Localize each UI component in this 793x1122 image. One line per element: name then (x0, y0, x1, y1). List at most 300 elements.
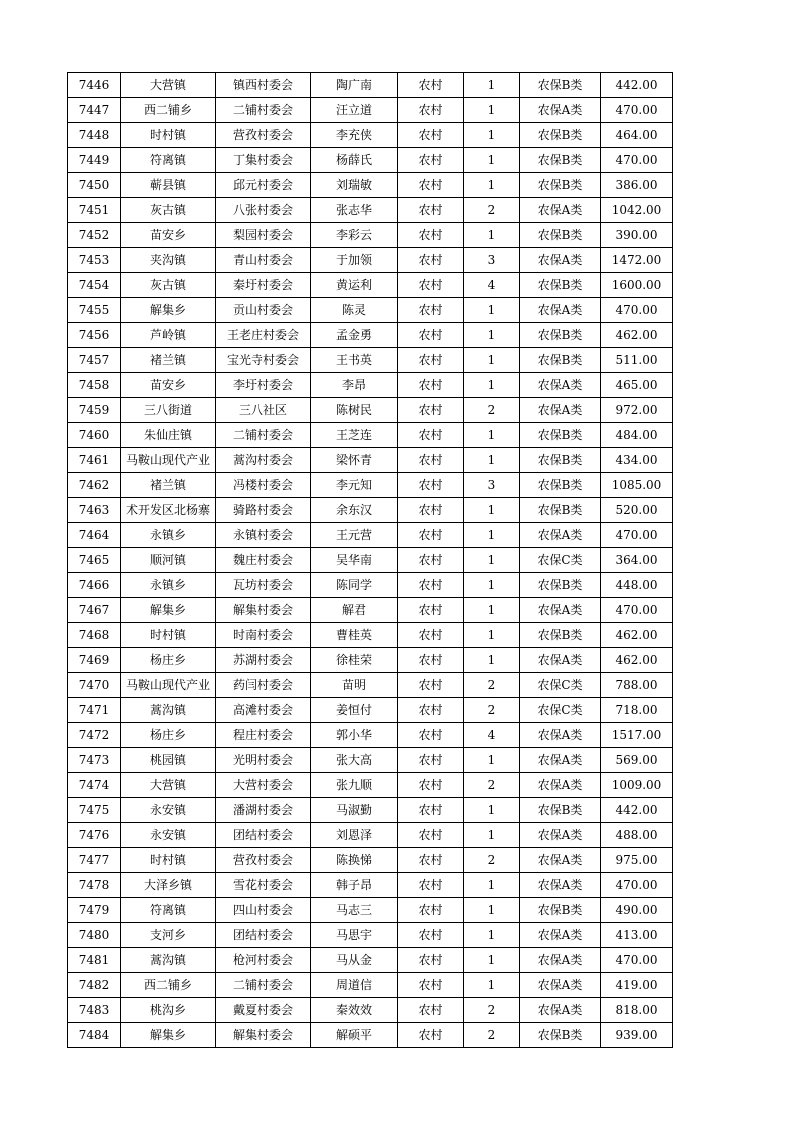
household-count-cell: 1 (464, 223, 520, 248)
village-committee-cell: 李圩村委会 (216, 373, 311, 398)
area-type-cell: 农村 (398, 223, 464, 248)
village-committee-cell: 八张村委会 (216, 198, 311, 223)
table-row (68, 973, 673, 998)
person-name-cell: 陈换悌 (311, 848, 398, 873)
row-number-cell: 7461 (68, 448, 121, 473)
insurance-category-cell: 农保A类 (520, 373, 601, 398)
area-type-cell: 农村 (398, 348, 464, 373)
town-cell: 大营镇 (121, 73, 216, 98)
amount-cell: 718.00 (601, 698, 673, 723)
town-cell: 蒿沟镇 (121, 948, 216, 973)
village-committee-cell: 宝光寺村委会 (216, 348, 311, 373)
row-number-cell: 7480 (68, 923, 121, 948)
table-row (68, 373, 673, 398)
village-committee-cell: 枪河村委会 (216, 948, 311, 973)
household-count-cell: 3 (464, 473, 520, 498)
person-name-cell: 马志三 (311, 898, 398, 923)
town-cell: 苗安乡 (121, 373, 216, 398)
town-cell: 夹沟镇 (121, 248, 216, 273)
person-name-cell: 李昂 (311, 373, 398, 398)
amount-cell: 569.00 (601, 748, 673, 773)
amount-cell: 1085.00 (601, 473, 673, 498)
row-number-cell: 7466 (68, 573, 121, 598)
town-cell: 蒿沟镇 (121, 698, 216, 723)
village-committee-cell: 二铺村委会 (216, 973, 311, 998)
amount-cell: 490.00 (601, 898, 673, 923)
town-cell: 支河乡 (121, 923, 216, 948)
table-row (68, 598, 673, 623)
amount-cell: 442.00 (601, 73, 673, 98)
person-name-cell: 张志华 (311, 198, 398, 223)
person-name-cell: 吴华南 (311, 548, 398, 573)
household-count-cell: 1 (464, 98, 520, 123)
row-number-cell: 7469 (68, 648, 121, 673)
insurance-category-cell: 农保A类 (520, 298, 601, 323)
area-type-cell: 农村 (398, 848, 464, 873)
village-committee-cell: 二铺村委会 (216, 423, 311, 448)
amount-cell: 520.00 (601, 498, 673, 523)
person-name-cell: 汪立道 (311, 98, 398, 123)
town-cell: 时村镇 (121, 123, 216, 148)
household-count-cell: 2 (464, 398, 520, 423)
area-type-cell: 农村 (398, 973, 464, 998)
amount-cell: 364.00 (601, 548, 673, 573)
town-cell: 马鞍山现代产业 (121, 673, 216, 698)
village-committee-cell: 团结村委会 (216, 823, 311, 848)
insurance-category-cell: 农保B类 (520, 123, 601, 148)
insurance-category-cell: 农保C类 (520, 548, 601, 573)
person-name-cell: 陈同学 (311, 573, 398, 598)
row-number-cell: 7452 (68, 223, 121, 248)
insurance-category-cell: 农保B类 (520, 1023, 601, 1048)
person-name-cell: 陶广南 (311, 73, 398, 98)
household-count-cell: 1 (464, 123, 520, 148)
area-type-cell: 农村 (398, 898, 464, 923)
town-cell: 三八街道 (121, 398, 216, 423)
area-type-cell: 农村 (398, 998, 464, 1023)
amount-cell: 470.00 (601, 873, 673, 898)
area-type-cell: 农村 (398, 498, 464, 523)
town-cell: 术开发区北杨寨 (121, 498, 216, 523)
table-row (68, 548, 673, 573)
amount-cell: 465.00 (601, 373, 673, 398)
village-committee-cell: 戴夏村委会 (216, 998, 311, 1023)
village-committee-cell: 苏湖村委会 (216, 648, 311, 673)
table-row (68, 423, 673, 448)
insurance-category-cell: 农保B类 (520, 223, 601, 248)
row-number-cell: 7446 (68, 73, 121, 98)
household-count-cell: 1 (464, 798, 520, 823)
household-count-cell: 1 (464, 173, 520, 198)
person-name-cell: 黄运利 (311, 273, 398, 298)
row-number-cell: 7457 (68, 348, 121, 373)
table-row (68, 748, 673, 773)
insurance-category-cell: 农保A类 (520, 873, 601, 898)
town-cell: 西二铺乡 (121, 98, 216, 123)
insurance-category-cell: 农保A类 (520, 948, 601, 973)
town-cell: 褚兰镇 (121, 473, 216, 498)
village-committee-cell: 营孜村委会 (216, 848, 311, 873)
area-type-cell: 农村 (398, 623, 464, 648)
village-committee-cell: 雪花村委会 (216, 873, 311, 898)
village-committee-cell: 王老庄村委会 (216, 323, 311, 348)
row-number-cell: 7481 (68, 948, 121, 973)
insurance-category-cell: 农保A类 (520, 748, 601, 773)
insurance-category-cell: 农保A类 (520, 998, 601, 1023)
insurance-category-cell: 农保A类 (520, 398, 601, 423)
town-cell: 解集乡 (121, 298, 216, 323)
town-cell: 蕲县镇 (121, 173, 216, 198)
insurance-category-cell: 农保A类 (520, 923, 601, 948)
table-row (68, 448, 673, 473)
insurance-category-cell: 农保A类 (520, 973, 601, 998)
table-row (68, 898, 673, 923)
person-name-cell: 刘恩泽 (311, 823, 398, 848)
table-row (68, 148, 673, 173)
household-count-cell: 2 (464, 773, 520, 798)
row-number-cell: 7471 (68, 698, 121, 723)
area-type-cell: 农村 (398, 873, 464, 898)
row-number-cell: 7475 (68, 798, 121, 823)
insurance-category-cell: 农保A类 (520, 723, 601, 748)
person-name-cell: 张大高 (311, 748, 398, 773)
row-number-cell: 7484 (68, 1023, 121, 1048)
household-count-cell: 1 (464, 323, 520, 348)
insurance-category-cell: 农保B类 (520, 473, 601, 498)
household-count-cell: 1 (464, 873, 520, 898)
amount-cell: 488.00 (601, 823, 673, 848)
household-count-cell: 1 (464, 298, 520, 323)
amount-cell: 975.00 (601, 848, 673, 873)
area-type-cell: 农村 (398, 573, 464, 598)
row-number-cell: 7459 (68, 398, 121, 423)
area-type-cell: 农村 (398, 273, 464, 298)
insurance-category-cell: 农保A类 (520, 198, 601, 223)
area-type-cell: 农村 (398, 923, 464, 948)
table-row (68, 348, 673, 373)
town-cell: 时村镇 (121, 848, 216, 873)
area-type-cell: 农村 (398, 123, 464, 148)
village-committee-cell: 药闫村委会 (216, 673, 311, 698)
row-number-cell: 7462 (68, 473, 121, 498)
row-number-cell: 7474 (68, 773, 121, 798)
town-cell: 杨庄乡 (121, 723, 216, 748)
amount-cell: 464.00 (601, 123, 673, 148)
household-count-cell: 1 (464, 973, 520, 998)
amount-cell: 413.00 (601, 923, 673, 948)
household-count-cell: 1 (464, 948, 520, 973)
person-name-cell: 李彩云 (311, 223, 398, 248)
town-cell: 西二铺乡 (121, 973, 216, 998)
household-count-cell: 1 (464, 573, 520, 598)
person-name-cell: 李元知 (311, 473, 398, 498)
town-cell: 符离镇 (121, 898, 216, 923)
row-number-cell: 7447 (68, 98, 121, 123)
amount-cell: 470.00 (601, 598, 673, 623)
table-row (68, 873, 673, 898)
row-number-cell: 7468 (68, 623, 121, 648)
household-count-cell: 2 (464, 673, 520, 698)
amount-cell: 470.00 (601, 98, 673, 123)
person-name-cell: 马思宇 (311, 923, 398, 948)
town-cell: 解集乡 (121, 1023, 216, 1048)
person-name-cell: 余东汉 (311, 498, 398, 523)
town-cell: 杨庄乡 (121, 648, 216, 673)
row-number-cell: 7464 (68, 523, 121, 548)
row-number-cell: 7451 (68, 198, 121, 223)
town-cell: 马鞍山现代产业 (121, 448, 216, 473)
town-cell: 桃沟乡 (121, 998, 216, 1023)
table-row (68, 323, 673, 348)
village-committee-cell: 时南村委会 (216, 623, 311, 648)
table-row (68, 998, 673, 1023)
area-type-cell: 农村 (398, 248, 464, 273)
person-name-cell: 马从金 (311, 948, 398, 973)
town-cell: 芦岭镇 (121, 323, 216, 348)
insurance-category-cell: 农保B类 (520, 498, 601, 523)
village-committee-cell: 三八社区 (216, 398, 311, 423)
household-count-cell: 1 (464, 748, 520, 773)
amount-cell: 939.00 (601, 1023, 673, 1048)
person-name-cell: 郭小华 (311, 723, 398, 748)
person-name-cell: 陈灵 (311, 298, 398, 323)
table-row (68, 223, 673, 248)
area-type-cell: 农村 (398, 298, 464, 323)
amount-cell: 818.00 (601, 998, 673, 1023)
insurance-category-cell: 农保A类 (520, 248, 601, 273)
amount-cell: 419.00 (601, 973, 673, 998)
row-number-cell: 7453 (68, 248, 121, 273)
household-count-cell: 1 (464, 648, 520, 673)
table-row (68, 623, 673, 648)
person-name-cell: 徐桂荣 (311, 648, 398, 673)
town-cell: 永安镇 (121, 798, 216, 823)
area-type-cell: 农村 (398, 398, 464, 423)
person-name-cell: 曹桂英 (311, 623, 398, 648)
village-committee-cell: 大营村委会 (216, 773, 311, 798)
amount-cell: 470.00 (601, 298, 673, 323)
village-committee-cell: 程庄村委会 (216, 723, 311, 748)
household-count-cell: 1 (464, 523, 520, 548)
insurance-category-cell: 农保B类 (520, 323, 601, 348)
row-number-cell: 7460 (68, 423, 121, 448)
town-cell: 桃园镇 (121, 748, 216, 773)
insurance-category-cell: 农保B类 (520, 573, 601, 598)
village-committee-cell: 二铺村委会 (216, 98, 311, 123)
table-row (68, 723, 673, 748)
household-count-cell: 1 (464, 448, 520, 473)
village-committee-cell: 邱元村委会 (216, 173, 311, 198)
table-row (68, 573, 673, 598)
table-row (68, 473, 673, 498)
table-row (68, 648, 673, 673)
town-cell: 灰古镇 (121, 273, 216, 298)
village-committee-cell: 永镇村委会 (216, 523, 311, 548)
household-count-cell: 1 (464, 823, 520, 848)
person-name-cell: 苗明 (311, 673, 398, 698)
household-count-cell: 2 (464, 848, 520, 873)
household-count-cell: 1 (464, 898, 520, 923)
table-row (68, 248, 673, 273)
amount-cell: 1600.00 (601, 273, 673, 298)
table-row (68, 698, 673, 723)
household-count-cell: 1 (464, 923, 520, 948)
town-cell: 永镇乡 (121, 573, 216, 598)
household-count-cell: 1 (464, 548, 520, 573)
household-count-cell: 3 (464, 248, 520, 273)
town-cell: 永镇乡 (121, 523, 216, 548)
village-committee-cell: 青山村委会 (216, 248, 311, 273)
table-row (68, 398, 673, 423)
table-body (68, 73, 673, 1048)
household-count-cell: 1 (464, 623, 520, 648)
amount-cell: 484.00 (601, 423, 673, 448)
amount-cell: 788.00 (601, 673, 673, 698)
insurance-category-cell: 农保A类 (520, 773, 601, 798)
area-type-cell: 农村 (398, 748, 464, 773)
area-type-cell: 农村 (398, 423, 464, 448)
insurance-category-cell: 农保A类 (520, 523, 601, 548)
household-count-cell: 1 (464, 498, 520, 523)
household-count-cell: 2 (464, 1023, 520, 1048)
area-type-cell: 农村 (398, 323, 464, 348)
village-committee-cell: 解集村委会 (216, 1023, 311, 1048)
row-number-cell: 7454 (68, 273, 121, 298)
row-number-cell: 7458 (68, 373, 121, 398)
household-count-cell: 2 (464, 998, 520, 1023)
table-row (68, 498, 673, 523)
town-cell: 永安镇 (121, 823, 216, 848)
amount-cell: 462.00 (601, 623, 673, 648)
amount-cell: 470.00 (601, 148, 673, 173)
area-type-cell: 农村 (398, 523, 464, 548)
person-name-cell: 马淑勤 (311, 798, 398, 823)
amount-cell: 386.00 (601, 173, 673, 198)
person-name-cell: 姜恒付 (311, 698, 398, 723)
household-count-cell: 1 (464, 373, 520, 398)
person-name-cell: 于加领 (311, 248, 398, 273)
village-committee-cell: 光明村委会 (216, 748, 311, 773)
insurance-category-cell: 农保A类 (520, 848, 601, 873)
row-number-cell: 7449 (68, 148, 121, 173)
amount-cell: 470.00 (601, 948, 673, 973)
village-committee-cell: 潘湖村委会 (216, 798, 311, 823)
row-number-cell: 7483 (68, 998, 121, 1023)
row-number-cell: 7473 (68, 748, 121, 773)
area-type-cell: 农村 (398, 548, 464, 573)
village-committee-cell: 丁集村委会 (216, 148, 311, 173)
insurance-category-cell: 农保B类 (520, 623, 601, 648)
area-type-cell: 农村 (398, 1023, 464, 1048)
insurance-category-cell: 农保B类 (520, 423, 601, 448)
area-type-cell: 农村 (398, 73, 464, 98)
village-committee-cell: 营孜村委会 (216, 123, 311, 148)
village-committee-cell: 贡山村委会 (216, 298, 311, 323)
row-number-cell: 7463 (68, 498, 121, 523)
table-row (68, 298, 673, 323)
village-committee-cell: 瓦坊村委会 (216, 573, 311, 598)
table-row (68, 948, 673, 973)
table-row (68, 173, 673, 198)
person-name-cell: 周道信 (311, 973, 398, 998)
table-row (68, 198, 673, 223)
insurance-category-cell: 农保B类 (520, 448, 601, 473)
table-row (68, 923, 673, 948)
area-type-cell: 农村 (398, 948, 464, 973)
insurance-category-cell: 农保C类 (520, 698, 601, 723)
amount-cell: 442.00 (601, 798, 673, 823)
household-count-cell: 4 (464, 273, 520, 298)
person-name-cell: 秦效效 (311, 998, 398, 1023)
insurance-category-cell: 农保A类 (520, 648, 601, 673)
insurance-category-cell: 农保A类 (520, 823, 601, 848)
table-row (68, 123, 673, 148)
village-committee-cell: 四山村委会 (216, 898, 311, 923)
town-cell: 大营镇 (121, 773, 216, 798)
area-type-cell: 农村 (398, 648, 464, 673)
village-committee-cell: 解集村委会 (216, 598, 311, 623)
row-number-cell: 7472 (68, 723, 121, 748)
person-name-cell: 王元营 (311, 523, 398, 548)
area-type-cell: 农村 (398, 698, 464, 723)
town-cell: 顺河镇 (121, 548, 216, 573)
amount-cell: 390.00 (601, 223, 673, 248)
beneficiary-table (67, 72, 673, 1048)
village-committee-cell: 骑路村委会 (216, 498, 311, 523)
household-count-cell: 1 (464, 598, 520, 623)
amount-cell: 470.00 (601, 523, 673, 548)
area-type-cell: 农村 (398, 98, 464, 123)
insurance-category-cell: 农保B类 (520, 898, 601, 923)
row-number-cell: 7477 (68, 848, 121, 873)
insurance-category-cell: 农保B类 (520, 798, 601, 823)
village-committee-cell: 镇西村委会 (216, 73, 311, 98)
person-name-cell: 陈树民 (311, 398, 398, 423)
village-committee-cell: 魏庄村委会 (216, 548, 311, 573)
area-type-cell: 农村 (398, 598, 464, 623)
amount-cell: 1009.00 (601, 773, 673, 798)
town-cell: 符离镇 (121, 148, 216, 173)
area-type-cell: 农村 (398, 723, 464, 748)
village-committee-cell: 蒿沟村委会 (216, 448, 311, 473)
table-row (68, 798, 673, 823)
area-type-cell: 农村 (398, 173, 464, 198)
village-committee-cell: 秦圩村委会 (216, 273, 311, 298)
row-number-cell: 7476 (68, 823, 121, 848)
amount-cell: 1472.00 (601, 248, 673, 273)
amount-cell: 462.00 (601, 323, 673, 348)
area-type-cell: 农村 (398, 373, 464, 398)
area-type-cell: 农村 (398, 198, 464, 223)
household-count-cell: 1 (464, 423, 520, 448)
table-row (68, 823, 673, 848)
person-name-cell: 梁怀青 (311, 448, 398, 473)
insurance-category-cell: 农保B类 (520, 348, 601, 373)
area-type-cell: 农村 (398, 823, 464, 848)
table-row (68, 773, 673, 798)
row-number-cell: 7465 (68, 548, 121, 573)
town-cell: 解集乡 (121, 598, 216, 623)
row-number-cell: 7456 (68, 323, 121, 348)
insurance-category-cell: 农保A类 (520, 598, 601, 623)
area-type-cell: 农村 (398, 673, 464, 698)
town-cell: 大泽乡镇 (121, 873, 216, 898)
insurance-category-cell: 农保B类 (520, 173, 601, 198)
town-cell: 苗安乡 (121, 223, 216, 248)
village-committee-cell: 梨园村委会 (216, 223, 311, 248)
amount-cell: 462.00 (601, 648, 673, 673)
row-number-cell: 7482 (68, 973, 121, 998)
